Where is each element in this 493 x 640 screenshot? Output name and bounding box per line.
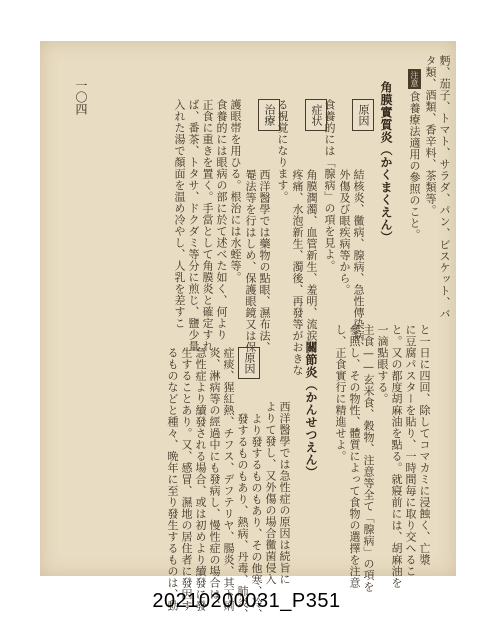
text-line: 西洋醫學では藥物の點眼、濕布法、	[258, 169, 271, 353]
text-line: よりて發し、又外傷の場合黴菌侵入	[264, 401, 277, 585]
note-text: 食養療法適用の參照のこと。	[408, 91, 421, 241]
label-treatment: 治療	[258, 99, 280, 131]
label-cause-arthritis: 原因	[238, 347, 260, 379]
text-line: 一滴點眼する。	[376, 324, 389, 405]
text-line: ば、番茶、トタサ、ドクダミ等分に煎じ、鹽少量	[187, 99, 200, 352]
text-line: 結核炎、黴病、腺病、急性傳染病、	[352, 169, 365, 353]
text-line: に豆腐パスターを貼り、一時間毎に取り交へるこ	[404, 324, 417, 577]
text-line: 主食——玄米食、穀物、注意等全て「腺病」の項を	[362, 324, 375, 593]
text-line: 參照し、その物性、體質によって食物の選擇を注意	[348, 324, 361, 589]
text-line: 護眼帯を用ひる。根治には水蛭等。	[229, 99, 242, 283]
text-line: 症痰、猩紅熱、チフス、デフテリヤ、腸炎、其下痢	[222, 347, 235, 612]
text-line: 食養的には「腺病」の項を見よ。	[323, 99, 336, 272]
label-symptom: 症状	[305, 99, 327, 131]
label-cause: 原因	[352, 99, 374, 131]
text-line: 疼痛、水泡新生、濁後、再發等がおきな	[291, 169, 304, 376]
text-line: 急性症より續發される場合、或は初めより續發に發	[194, 347, 207, 612]
text-line: より發するものもあり、その他寒、冷、	[250, 413, 263, 620]
text-line: と一日に四回、除してコマカミに浸蝕く、亡漿	[418, 324, 431, 566]
text-line: 罨法等を行はしめ、保護眼鏡又は保	[244, 169, 257, 353]
note-tag: 注意	[410, 71, 419, 87]
text-line: タ類、酒類、香辛料、茶類等。	[424, 55, 437, 216]
text-line: 生することあり。又、感冒、濕地の居住者に發因す	[180, 347, 193, 612]
text-line: 發するものもあり、熱病、丹毒、肺炎、	[236, 413, 249, 620]
text-line: 正食に重きを置く。手當として角膜炎と確定すれ	[201, 99, 214, 352]
text-line: 外傷及び眼疾病等から。	[338, 169, 351, 296]
text-line: 西洋醫學では急性症の原因は続旨に	[278, 401, 291, 585]
image-caption: 20210200031_P351	[152, 590, 341, 612]
text-line: るものなどと種々、晩年に至り發生するものは、動	[166, 347, 179, 612]
text-line: 入れた湯で顏面を温め冷やし、人乳を差すこ	[173, 99, 186, 329]
text-line: 麪、茄子、トマト、サラダ、パン、ビスケット、バ	[438, 55, 451, 320]
text-line: 炎、淋病等の經過中にも發病し、慢性症の場合は、	[208, 347, 221, 612]
section-title-keratitis: 角膜實質炎（かくまくえん）	[379, 81, 393, 244]
text-line: る視覚になります。	[276, 99, 289, 203]
text-line: し、正食實行に精進せよ。	[334, 324, 347, 462]
text-line: と。又の都度胡麻油を點る。就寢前には、胡麻油を	[390, 324, 403, 589]
section-title-arthritis: 關節炎（かんせつえん）	[304, 341, 318, 479]
page-number: 一〇四	[74, 79, 88, 115]
text-line: 食養的には眼病の部に於て述べた如く、何より	[215, 99, 228, 341]
text-line: 角膜潤濁、血管新生、羞明、流涙、	[305, 169, 318, 353]
